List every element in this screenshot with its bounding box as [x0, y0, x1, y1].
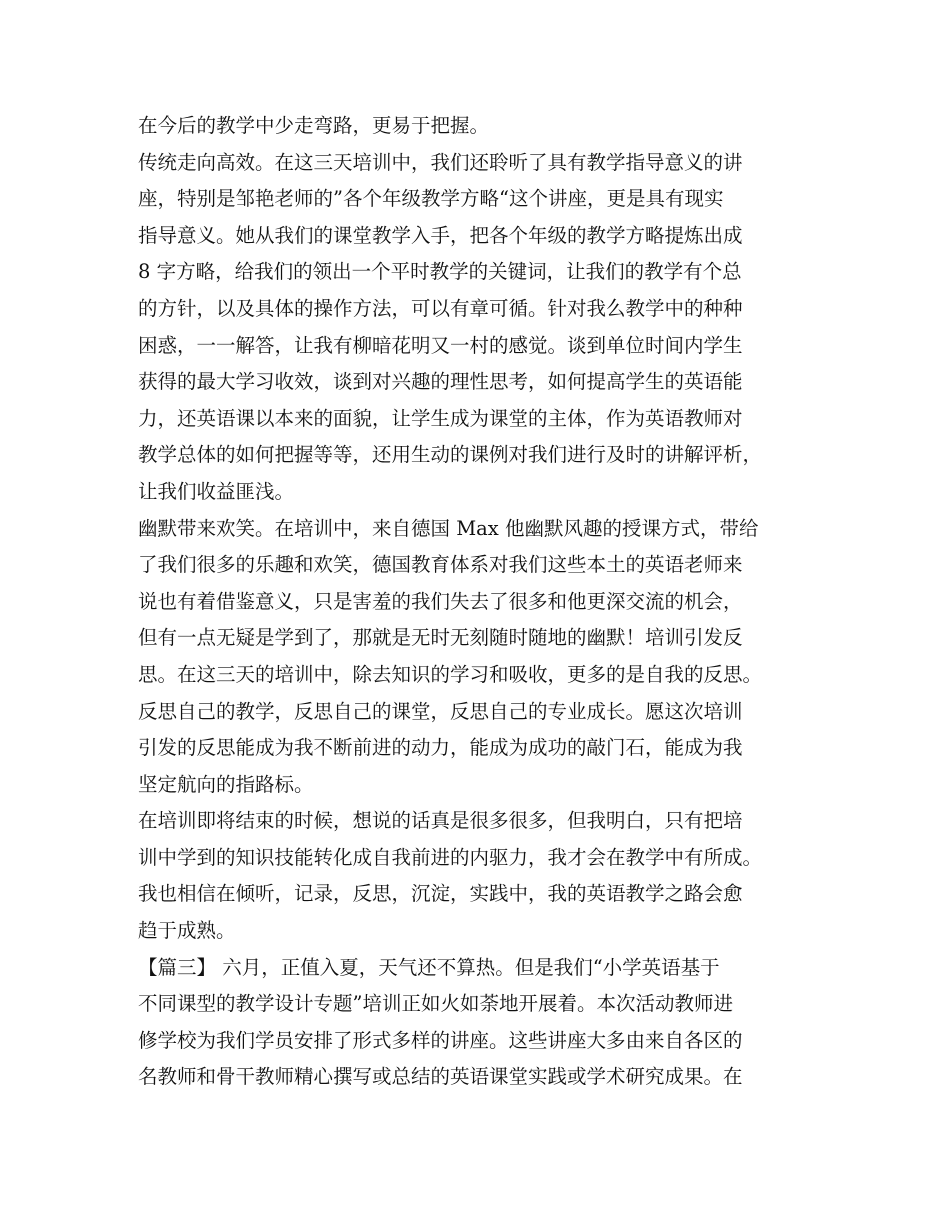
text-line: 趋于成熟。 — [138, 919, 236, 943]
text-line: 了我们很多的乐趣和欢笑，德国教育体系对我们这些本土的英语老师来 — [138, 553, 743, 577]
text-line: 座，特别是邹艳老师的”各个年级教学方略“这个讲座，更是具有现实 — [138, 187, 724, 211]
text-line: 指导意义。她从我们的课堂教学入手，把各个年级的教学方略提炼出成 — [138, 223, 743, 247]
body-text — [138, 108, 828, 1096]
text-line: 让我们收益匪浅。 — [138, 479, 295, 503]
text-line: 反思自己的教学，反思自己的课堂，反思自己的专业成长。愿这次培训 — [138, 699, 743, 723]
text-line: 引发的反思能成为我不断前进的动力，能成为成功的敲门石，能成为我 — [138, 736, 743, 760]
text-line: 我也相信在倾听，记录，反思，沉淀，实践中，我的英语教学之路会愈 — [138, 882, 743, 906]
text-line: 不同课型的教学设计专题”培训正如火如荼地开展着。本次活动教师进 — [138, 992, 733, 1016]
text-line: 坚定航向的指路标。 — [138, 772, 314, 796]
text-line: 说也有着借鉴意义，只是害羞的我们失去了很多和他更深交流的机会， — [138, 589, 743, 613]
text-line: 的方针，以及具体的操作方法，可以有章可循。针对我么教学中的种种 — [138, 296, 743, 320]
text-line: 8 字方略，给我们的领出一个平时教学的关键词，让我们的教学有个总 — [138, 260, 742, 284]
text-line: 在今后的教学中少走弯路，更易于把握。 — [138, 114, 490, 137]
text-line: 修学校为我们学员安排了形式多样的讲座。这些讲座大多由来自各区的 — [138, 1028, 743, 1052]
text-line: 【篇三】 六月，正值入夏，天气还不算热。但是我们“小学英语基于 — [138, 955, 720, 979]
text-line: 力，还英语课以本来的面貌，让学生成为课堂的主体，作为英语教师对 — [138, 406, 743, 430]
text-line: 教学总体的如何把握等等，还用生动的课例对我们进行及时的讲解评析， — [138, 443, 763, 467]
text-line: 困惑，一一解答，让我有柳暗花明又一村的感觉。谈到单位时间内学生 — [138, 333, 743, 357]
text-line: 但有一点无疑是学到了，那就是无时无刻随时随地的幽默！培训引发反 — [138, 626, 743, 650]
text-line: 在培训即将结束的时候，想说的话真是很多很多，但我明白，只有把培 — [138, 809, 743, 833]
text-line: 思。在这三天的培训中，除去知识的学习和吸收，更多的是自我的反思。 — [138, 662, 763, 686]
text-line: 名教师和骨干教师精心撰写或总结的英语课堂实践或学术研究成果。在 — [138, 1065, 743, 1089]
text-line: 传统走向高效。在这三天培训中，我们还聆听了具有教学指导意义的讲 — [138, 150, 743, 174]
text-line: 训中学到的知识技能转化成自我前进的内驱力，我才会在教学中有所成。 — [138, 845, 763, 869]
text-line: 获得的最大学习收效，谈到对兴趣的理性思考，如何提高学生的英语能 — [138, 370, 743, 394]
text-line: 幽默带来欢笑。在培训中，来自德国 Max 他幽默风趣的授课方式，带给 — [138, 516, 759, 540]
